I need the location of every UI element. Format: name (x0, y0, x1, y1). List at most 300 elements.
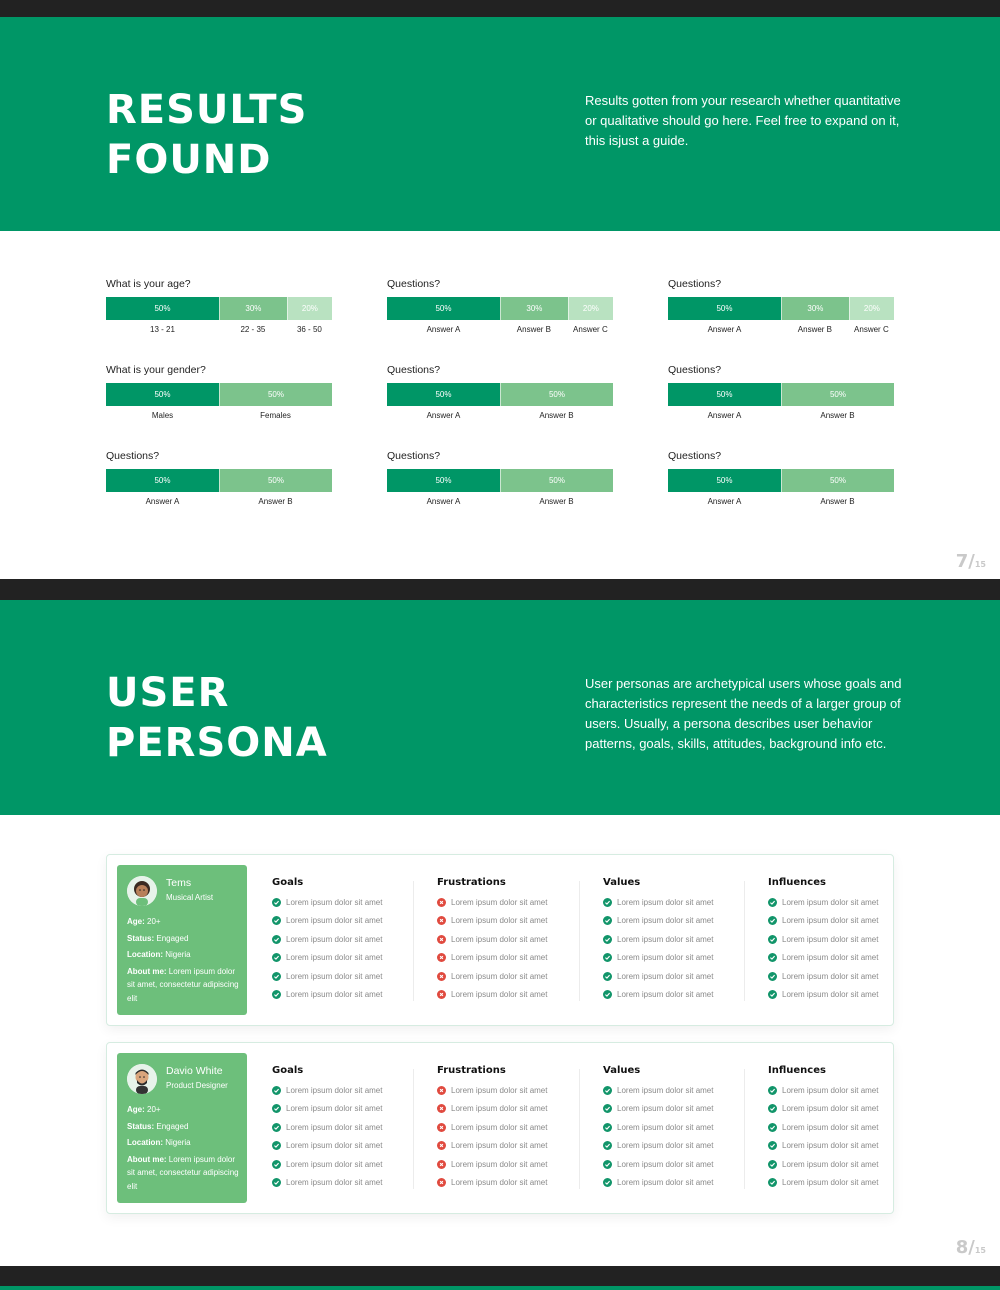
check-circle-icon (768, 1104, 777, 1113)
column-divider (579, 1069, 580, 1189)
list-item (437, 930, 577, 949)
bar-segment: 50% (668, 383, 781, 406)
list-item (437, 893, 577, 912)
check-circle-icon (603, 953, 612, 962)
question-title: Questions? (387, 364, 441, 376)
answer-label: Answer A (145, 497, 180, 506)
list-item-text: Lorem ipsum dolor sit amet (782, 1178, 879, 1188)
list-item (437, 967, 577, 986)
list-item-text: Lorem ipsum dolor sit amet (451, 1178, 548, 1188)
persona-profile (117, 1053, 247, 1203)
list-item (272, 986, 412, 1005)
list-item-text: Lorem ipsum dolor sit amet (286, 934, 383, 944)
list-item-text: Lorem ipsum dolor sit amet (286, 1122, 383, 1132)
list-item-text: Lorem ipsum dolor sit amet (782, 953, 879, 963)
check-circle-icon (272, 1141, 281, 1150)
bar-labels (668, 497, 894, 506)
list-item-text: Lorem ipsum dolor sit amet (451, 897, 548, 907)
list-item-text: Lorem ipsum dolor sit amet (451, 971, 548, 981)
column-heading: Frustrations (437, 1065, 506, 1076)
bar-segment: 50% (387, 469, 500, 492)
answer-label: Answer B (539, 411, 574, 420)
bar-labels (106, 325, 332, 334)
age-label: Age: (127, 1105, 145, 1114)
list-item (603, 1155, 743, 1174)
column-list (603, 893, 743, 1004)
list-item (603, 1100, 743, 1119)
top-dark-band (0, 0, 1000, 17)
check-circle-icon (272, 1104, 281, 1113)
persona-description: User personas are archetypical users whose goals and characteristics represent the needs of a larger group of users. Usually, a persona describes user behavior patterns, goals, skills, attitudes, background info etc. (585, 676, 902, 751)
page-number-8 (956, 1237, 986, 1258)
list-item-text: Lorem ipsum dolor sit amet (286, 1104, 383, 1114)
list-item (437, 986, 577, 1005)
bar-segment: 20% (849, 297, 894, 320)
list-item (603, 986, 743, 1005)
list-item-text: Lorem ipsum dolor sit amet (617, 1085, 714, 1095)
persona-column-frustrations (437, 1065, 577, 1192)
answer-label: Answer A (426, 497, 461, 506)
bar-segment: 50% (781, 469, 894, 492)
list-item (768, 893, 908, 912)
check-circle-icon (272, 1178, 281, 1187)
age-label: Age: (127, 917, 145, 926)
question-block (387, 278, 613, 334)
stacked-bar (387, 297, 613, 320)
bar-segment: 50% (781, 383, 894, 406)
column-divider (744, 881, 745, 1001)
list-item-text: Lorem ipsum dolor sit amet (451, 934, 548, 944)
page-number-current: 7/ (955, 551, 975, 572)
list-item (768, 967, 908, 986)
check-circle-icon (272, 990, 281, 999)
answer-label: Answer C (573, 325, 608, 334)
column-list (768, 893, 908, 1004)
question-title: Questions? (387, 278, 441, 290)
list-item (272, 1100, 412, 1119)
bar-segment: 50% (106, 469, 219, 492)
question-block (668, 364, 894, 420)
list-item (272, 893, 412, 912)
list-item-text: Lorem ipsum dolor sit amet (451, 953, 548, 963)
list-item-text: Lorem ipsum dolor sit amet (782, 934, 879, 944)
bar-labels (387, 325, 613, 334)
column-heading: Frustrations (437, 877, 506, 888)
column-divider (744, 1069, 745, 1189)
results-description: Results gotten from your research whether quantitative or qualitative should go here. Feel free to expand on it, this isjust a guide. (585, 93, 901, 148)
results-title (106, 85, 307, 185)
bar-labels (668, 411, 894, 420)
list-item (272, 1081, 412, 1100)
check-circle-icon (272, 916, 281, 925)
persona-status (127, 1120, 239, 1134)
list-item-text: Lorem ipsum dolor sit amet (451, 1141, 548, 1151)
list-item (437, 1118, 577, 1137)
list-item (272, 1174, 412, 1193)
list-item-text: Lorem ipsum dolor sit amet (286, 1141, 383, 1151)
male-avatar-icon (127, 1064, 157, 1094)
cross-circle-icon (437, 990, 446, 999)
bar-segment: 50% (500, 469, 613, 492)
column-divider (579, 881, 580, 1001)
list-item-text: Lorem ipsum dolor sit amet (451, 1159, 548, 1169)
age-value: 20+ (147, 1105, 161, 1114)
bar-segment: 20% (568, 297, 613, 320)
bar-labels (387, 411, 613, 420)
persona-name: Davio White (166, 1065, 223, 1077)
page-number-total: 15 (974, 1246, 986, 1255)
answer-label: Answer A (426, 325, 461, 334)
list-item-text: Lorem ipsum dolor sit amet (782, 1085, 879, 1095)
persona-card (106, 854, 894, 1026)
column-divider (413, 881, 414, 1001)
check-circle-icon (768, 935, 777, 944)
persona-age (127, 915, 239, 929)
list-item (272, 967, 412, 986)
persona-column-influences (768, 1065, 908, 1192)
stacked-bar (668, 469, 894, 492)
list-item-text: Lorem ipsum dolor sit amet (617, 1104, 714, 1114)
results-header (0, 17, 1000, 231)
list-item (603, 967, 743, 986)
list-item-text: Lorem ipsum dolor sit amet (451, 1122, 548, 1132)
question-block (106, 364, 332, 420)
list-item (272, 912, 412, 931)
about-value: Lorem ipsum dolor sit amet, consectetur adipiscing elit (127, 1154, 239, 1191)
column-heading: Goals (272, 1065, 304, 1076)
column-list (437, 893, 577, 1004)
persona-location (127, 1136, 239, 1150)
column-list (768, 1081, 908, 1192)
check-circle-icon (272, 935, 281, 944)
list-item-text: Lorem ipsum dolor sit amet (286, 916, 383, 926)
middle-dark-band (0, 579, 1000, 600)
list-item-text: Lorem ipsum dolor sit amet (286, 1178, 383, 1188)
bar-segment: 50% (106, 383, 219, 406)
question-title: What is your gender? (106, 364, 206, 376)
bar-labels (106, 497, 332, 506)
about-value: Lorem ipsum dolor sit amet, consectetur adipiscing elit (127, 966, 239, 1003)
column-heading: Influences (768, 877, 826, 888)
list-item (437, 1081, 577, 1100)
check-circle-icon (603, 1160, 612, 1169)
answer-label: Answer A (707, 411, 742, 420)
cross-circle-icon (437, 1123, 446, 1132)
cross-circle-icon (437, 972, 446, 981)
list-item-text: Lorem ipsum dolor sit amet (286, 1159, 383, 1169)
check-circle-icon (603, 1086, 612, 1095)
list-item-text: Lorem ipsum dolor sit amet (617, 1122, 714, 1132)
cross-circle-icon (437, 1086, 446, 1095)
check-circle-icon (603, 1123, 612, 1132)
list-item (768, 1118, 908, 1137)
persona-role: Product Designer (166, 1081, 228, 1090)
cross-circle-icon (437, 953, 446, 962)
persona-status (127, 932, 239, 946)
question-title: Questions? (387, 450, 441, 462)
list-item-text: Lorem ipsum dolor sit amet (782, 1159, 879, 1169)
list-item (272, 1137, 412, 1156)
bar-segment: 50% (668, 469, 781, 492)
location-value: Nigeria (165, 950, 191, 960)
persona-title-line2: PERSONA (106, 720, 328, 766)
list-item (768, 949, 908, 968)
list-item (603, 930, 743, 949)
list-item (437, 1174, 577, 1193)
bottom-dark-band (0, 1266, 1000, 1286)
check-circle-icon (603, 990, 612, 999)
list-item-text: Lorem ipsum dolor sit amet (782, 990, 879, 1000)
list-item-text: Lorem ipsum dolor sit amet (617, 1159, 714, 1169)
list-item (272, 1118, 412, 1137)
list-item (768, 1174, 908, 1193)
check-circle-icon (603, 1104, 612, 1113)
list-item-text: Lorem ipsum dolor sit amet (617, 990, 714, 1000)
list-item-text: Lorem ipsum dolor sit amet (451, 916, 548, 926)
list-item (768, 986, 908, 1005)
answer-label: Answer A (707, 325, 742, 334)
persona-title (106, 668, 328, 768)
list-item-text: Lorem ipsum dolor sit amet (286, 971, 383, 981)
check-circle-icon (768, 1086, 777, 1095)
column-list (603, 1081, 743, 1192)
check-circle-icon (603, 1141, 612, 1150)
cross-circle-icon (437, 916, 446, 925)
column-heading: Values (603, 877, 641, 888)
list-item-text: Lorem ipsum dolor sit amet (617, 1178, 714, 1188)
persona-column-frustrations (437, 877, 577, 1004)
list-item-text: Lorem ipsum dolor sit amet (782, 916, 879, 926)
bar-segment: 50% (106, 297, 219, 320)
page-number-7 (956, 551, 986, 572)
list-item (603, 1137, 743, 1156)
cross-circle-icon (437, 1104, 446, 1113)
list-item-text: Lorem ipsum dolor sit amet (286, 953, 383, 963)
page-number-total: 15 (974, 560, 986, 569)
list-item-text: Lorem ipsum dolor sit amet (782, 1141, 879, 1151)
bar-segment: 30% (500, 297, 568, 320)
list-item-text: Lorem ipsum dolor sit amet (286, 990, 383, 1000)
stacked-bar (106, 383, 332, 406)
persona-column-goals (272, 877, 412, 1004)
list-item (603, 893, 743, 912)
column-heading: Values (603, 1065, 641, 1076)
bar-segment: 30% (219, 297, 287, 320)
female-avatar-icon (127, 876, 157, 906)
column-list (272, 893, 412, 1004)
answer-label: Answer B (258, 497, 293, 506)
question-title: Questions? (668, 364, 722, 376)
status-value: Engaged (156, 933, 189, 943)
check-circle-icon (272, 1086, 281, 1095)
list-item (768, 1155, 908, 1174)
stacked-bar (668, 297, 894, 320)
question-block (668, 450, 894, 506)
list-item-text: Lorem ipsum dolor sit amet (617, 1141, 714, 1151)
cross-circle-icon (437, 898, 446, 907)
question-title: Questions? (106, 450, 160, 462)
check-circle-icon (768, 1123, 777, 1132)
list-item (768, 1137, 908, 1156)
bar-segment: 50% (387, 383, 500, 406)
list-item-text: Lorem ipsum dolor sit amet (286, 1085, 383, 1095)
check-circle-icon (272, 1123, 281, 1132)
results-title-line2: FOUND (106, 137, 272, 183)
answer-label: 22 - 35 (240, 325, 266, 334)
persona-about (127, 1153, 239, 1194)
about-label: About me: (127, 966, 167, 976)
list-item (768, 1100, 908, 1119)
bar-segment: 20% (287, 297, 332, 320)
list-item-text: Lorem ipsum dolor sit amet (451, 1085, 548, 1095)
list-item (437, 949, 577, 968)
answer-label: 13 - 21 (150, 325, 175, 334)
answer-label: Answer B (820, 411, 855, 420)
persona-about (127, 965, 239, 1006)
persona-info (127, 1103, 239, 1197)
question-block (106, 278, 332, 334)
answer-label: Answer A (426, 411, 461, 420)
check-circle-icon (768, 1141, 777, 1150)
age-value: 20+ (147, 917, 161, 926)
list-item (272, 930, 412, 949)
list-item (768, 1081, 908, 1100)
list-item (768, 912, 908, 931)
list-item (603, 1118, 743, 1137)
list-item-text: Lorem ipsum dolor sit amet (286, 897, 383, 907)
status-value: Engaged (156, 1121, 189, 1131)
list-item-text: Lorem ipsum dolor sit amet (782, 897, 879, 907)
persona-column-values (603, 1065, 743, 1192)
answer-label: Answer B (539, 497, 574, 506)
check-circle-icon (603, 916, 612, 925)
answer-label: Answer A (707, 497, 742, 506)
answer-label: Answer B (516, 325, 552, 334)
persona-name: Tems (166, 877, 192, 889)
bar-segment: 50% (219, 383, 332, 406)
location-value: Nigeria (165, 1138, 191, 1148)
question-block (106, 450, 332, 506)
list-item-text: Lorem ipsum dolor sit amet (451, 990, 548, 1000)
answer-label: Females (260, 411, 291, 420)
list-item (768, 930, 908, 949)
status-label: Status: (127, 1121, 155, 1131)
bar-segment: 50% (500, 383, 613, 406)
answer-label: 36 - 50 (296, 325, 322, 334)
check-circle-icon (272, 953, 281, 962)
bar-labels (106, 411, 332, 420)
list-item-text: Lorem ipsum dolor sit amet (617, 916, 714, 926)
check-circle-icon (603, 972, 612, 981)
about-label: About me: (127, 1154, 167, 1164)
page-number-current: 8/ (955, 1237, 975, 1258)
check-circle-icon (768, 990, 777, 999)
answer-label: Answer B (797, 325, 833, 334)
question-block (668, 278, 894, 334)
check-circle-icon (768, 898, 777, 907)
persona-profile (117, 865, 247, 1015)
persona-info (127, 915, 239, 1009)
check-circle-icon (768, 953, 777, 962)
list-item (437, 1155, 577, 1174)
persona-card (106, 1042, 894, 1214)
status-label: Status: (127, 933, 155, 943)
column-heading: Influences (768, 1065, 826, 1076)
location-label: Location: (127, 1138, 163, 1148)
check-circle-icon (768, 1160, 777, 1169)
stacked-bar (387, 383, 613, 406)
list-item (272, 1155, 412, 1174)
persona-column-influences (768, 877, 908, 1004)
list-item (437, 912, 577, 931)
bar-segment: 50% (668, 297, 781, 320)
list-item-text: Lorem ipsum dolor sit amet (782, 1104, 879, 1114)
check-circle-icon (603, 935, 612, 944)
bar-segment: 50% (219, 469, 332, 492)
answer-label: Answer C (854, 325, 889, 334)
question-block (387, 450, 613, 506)
persona-header (0, 600, 1000, 815)
answer-label: Males (151, 411, 174, 420)
check-circle-icon (272, 898, 281, 907)
column-heading: Goals (272, 877, 304, 888)
stacked-bar (668, 383, 894, 406)
persona-column-goals (272, 1065, 412, 1192)
check-circle-icon (603, 1178, 612, 1187)
list-item-text: Lorem ipsum dolor sit amet (782, 971, 879, 981)
cross-circle-icon (437, 935, 446, 944)
question-title: Questions? (668, 450, 722, 462)
bar-labels (668, 325, 894, 334)
check-circle-icon (768, 972, 777, 981)
list-item-text: Lorem ipsum dolor sit amet (617, 953, 714, 963)
question-title: What is your age? (106, 278, 191, 290)
persona-location (127, 948, 239, 962)
list-item-text: Lorem ipsum dolor sit amet (782, 1122, 879, 1132)
check-circle-icon (272, 972, 281, 981)
list-item-text: Lorem ipsum dolor sit amet (617, 971, 714, 981)
list-item (272, 949, 412, 968)
bottom-green-strip (0, 1286, 1000, 1290)
list-item-text: Lorem ipsum dolor sit amet (451, 1104, 548, 1114)
check-circle-icon (768, 1178, 777, 1187)
column-divider (413, 1069, 414, 1189)
check-circle-icon (603, 898, 612, 907)
persona-role: Musical Artist (166, 893, 214, 902)
stacked-bar (106, 297, 332, 320)
question-block (387, 364, 613, 420)
cross-circle-icon (437, 1141, 446, 1150)
location-label: Location: (127, 950, 163, 960)
cross-circle-icon (437, 1160, 446, 1169)
list-item (603, 912, 743, 931)
stacked-bar (106, 469, 332, 492)
persona-age (127, 1103, 239, 1117)
list-item-text: Lorem ipsum dolor sit amet (617, 934, 714, 944)
answer-label: Answer B (820, 497, 855, 506)
list-item (603, 949, 743, 968)
bar-segment: 30% (781, 297, 849, 320)
bar-segment: 50% (387, 297, 500, 320)
cross-circle-icon (437, 1178, 446, 1187)
list-item (437, 1100, 577, 1119)
list-item (603, 1174, 743, 1193)
column-list (272, 1081, 412, 1192)
question-title: Questions? (668, 278, 722, 290)
check-circle-icon (768, 916, 777, 925)
persona-title-line1: USER (106, 670, 230, 716)
stacked-bar (387, 469, 613, 492)
